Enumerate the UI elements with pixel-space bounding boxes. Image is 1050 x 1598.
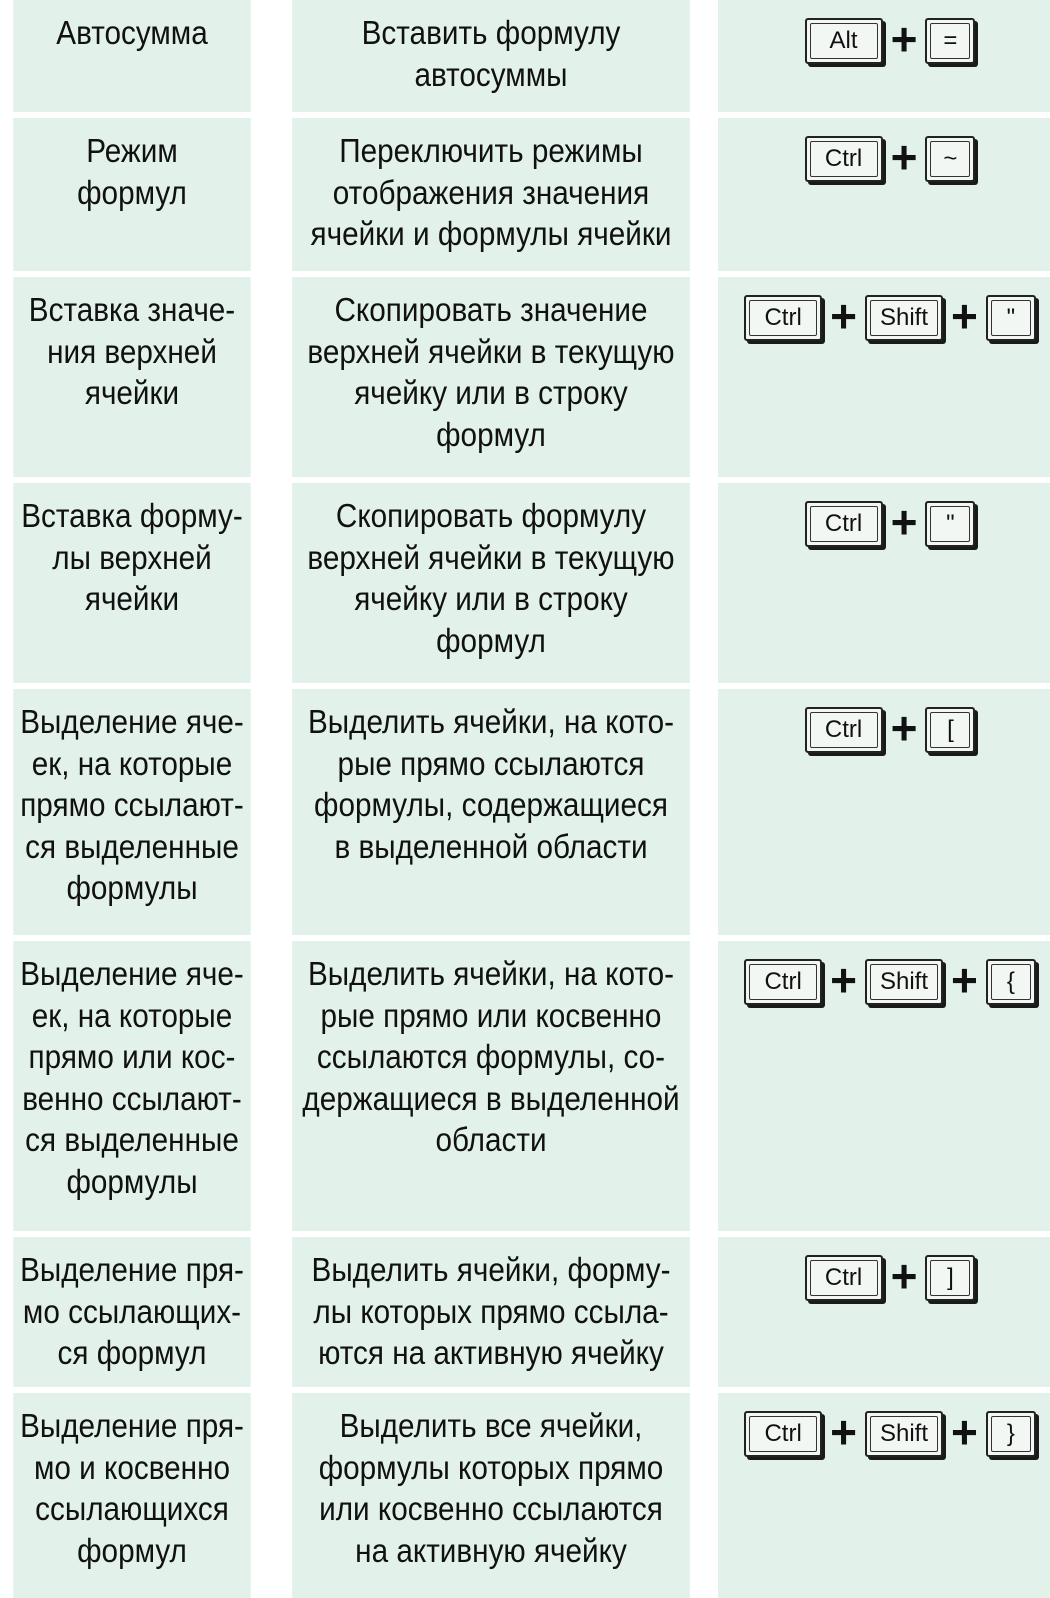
shortcut-description-cell: Выделить все ячейки, формулы которых прямо или косвенно ссылаются на активную ячейку [292,1393,690,1598]
shortcut-description-cell: Выделить ячейки, на кото- рые прямо или косвенно ссылаются формулы, со- держащиеся в выделенной области [292,941,690,1231]
shortcut-keys-cell [718,1237,1050,1387]
plus-sign: + [830,1406,857,1458]
keyboard-key: Ctrl [805,1255,883,1301]
key-combination [718,1406,1050,1458]
shortcut-name-cell: Автосумма [13,0,251,112]
plus-sign: + [830,954,857,1006]
key-combination [718,1250,1050,1302]
plus-sign: + [890,496,918,548]
keyboard-key: = [925,18,975,64]
keyboard-key: Ctrl [805,707,883,753]
key-combination [718,131,1050,183]
key-combination [718,13,1050,65]
keyboard-key: ~ [925,136,975,182]
plus-sign: + [890,1250,918,1302]
shortcut-keys-cell [718,0,1050,112]
key-combination [718,496,1050,548]
shortcut-name-cell: Выделение пря- мо ссылающих- ся формул [13,1237,251,1387]
shortcut-name-cell: Выделение пря- мо и косвенно ссылающихся формул [13,1393,251,1598]
shortcut-description-cell: Скопировать формулу верхней ячейки в текущую ячейку или в строку формул [292,483,690,683]
shortcut-description-cell: Вставить формулу автосуммы [292,0,690,112]
keyboard-key: } [986,1411,1036,1457]
plus-sign: + [890,13,918,65]
key-combination [718,702,1050,754]
plus-sign: + [951,290,978,342]
keyboard-key: Ctrl [744,295,822,341]
keyboard-key: Alt [805,18,883,64]
shortcut-name-cell: Вставка значе- ния верхней ячейки [13,277,251,477]
shortcut-keys-cell [718,118,1050,271]
keyboard-key: Ctrl [805,501,883,547]
shortcut-name-cell: Вставка форму- лы верхней ячейки [13,483,251,683]
plus-sign: + [830,290,857,342]
shortcut-description-cell: Переключить режимы отображения значения ячейки и формулы ячейки [292,118,690,271]
shortcut-keys-cell [718,1393,1050,1598]
key-combination [718,954,1050,1006]
keyboard-key: Ctrl [744,1411,822,1457]
keyboard-key: ] [925,1255,975,1301]
key-combination [718,290,1050,342]
shortcut-name-cell: Выделение яче- ек, на которые прямо ссылают- ся выделенные формулы [13,689,251,935]
keyboard-key: Shift [865,959,943,1005]
shortcut-name-cell: Режим формул [13,118,251,271]
keyboard-key: Ctrl [805,136,883,182]
shortcut-description-cell: Выделить ячейки, форму- лы которых прямо ссыла- ются на активную ячейку [292,1237,690,1387]
plus-sign: + [951,1406,978,1458]
shortcut-keys-cell [718,689,1050,935]
shortcut-name-cell: Выделение яче- ек, на которые прямо или кос- венно ссылают- ся выделенные формулы [13,941,251,1231]
plus-sign: + [890,702,918,754]
keyboard-key: { [986,959,1036,1005]
plus-sign: + [890,131,918,183]
plus-sign: + [951,954,978,1006]
keyboard-key: " [925,501,975,547]
keyboard-key: Shift [865,1411,943,1457]
keyboard-key: Shift [865,295,943,341]
shortcut-keys-cell [718,277,1050,477]
keyboard-key: Ctrl [744,959,822,1005]
shortcut-keys-cell [718,941,1050,1231]
shortcut-keys-cell [718,483,1050,683]
shortcut-description-cell: Выделить ячейки, на кото- рые прямо ссылаются формулы, содержащиеся в выделенной области [292,689,690,935]
keyboard-key: " [986,295,1036,341]
shortcut-description-cell: Скопировать значение верхней ячейки в текущую ячейку или в строку формул [292,277,690,477]
keyboard-key: [ [925,707,975,753]
